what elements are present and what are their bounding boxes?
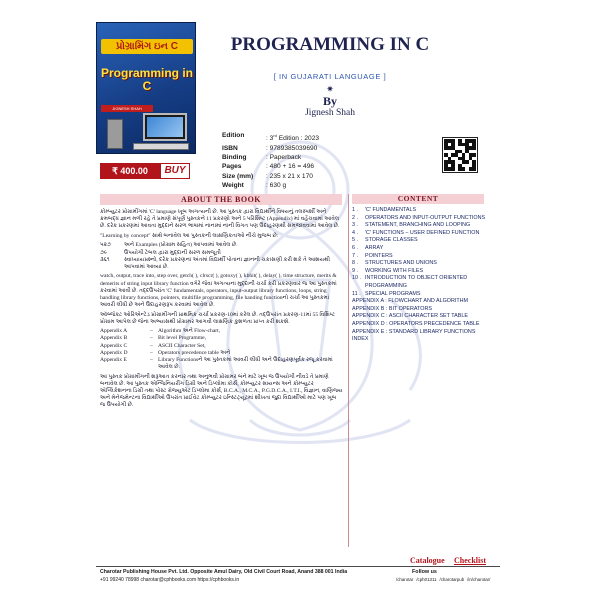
detail-row [222, 172, 422, 181]
about-paragraph: કોમ્પ્યુટર પ્રોગ્રામીંગમાં 'C' language ખૂબ અગત્યની છે. આ પુસ્તક દ્વારા વિદ્યાર્થીને વિષયનું તલસ્પર્શી અને ક્રમબદ્ધ જ્ઞાન મળી રહે તે પ્રમાણે સંપૂર્ણ પુસ્તકને 11 પ્રકરણો અને 5 પરિશિષ્ટ (Appendix) માં વહેંચવામાં આવેલ છે. દરેક પ્રકરણમાં આવતા મુદ્દાને સરળ ભાષામાં નાનામાં નાની વિગત પણ ઉદાહરણથી સમજાવવામાં આવેલ છે. [100, 209, 340, 230]
appendix-list [100, 328, 343, 371]
about-paragraph: "Learning by concept" સાથે બનાવેલ આ પુસ્તકની લાક્ષણિકતાઓ નીચે મુજબ છે: [100, 232, 279, 239]
content-number: 11 . [352, 290, 361, 297]
book-subtitle: [ IN GUJARATI LANGUAGE ] [273, 72, 387, 81]
content-title: STATEMENT, BRANCHING AND LOOPING [365, 222, 471, 229]
content-number: 10 . [352, 275, 361, 282]
detail-row [222, 153, 422, 162]
content-item [352, 253, 492, 261]
content-title: APPENDIX B : BIT OPERATORS [352, 305, 432, 312]
feature-count: ૭૯ [100, 249, 108, 256]
content-item [352, 275, 492, 290]
content-item [352, 230, 492, 238]
content-item [352, 313, 492, 321]
twitter-link[interactable]: /cph01311 [416, 577, 437, 582]
detail-label: Pages [222, 163, 242, 171]
feature-list [100, 242, 343, 271]
about-heading: ABOUT THE BOOK [100, 194, 342, 205]
feature-text: અને Examples (પ્રોગ્રામ સહિત) આપવામાં આવેલ છે. [124, 242, 238, 249]
about-paragraph: watch, output, trace into, step over, getch( ), clrscr( ), gotoxy( ), kbhit( ), delay( ), time structure, merits & demerits of string input library function વગેરે જેવા અગત્યના મુદ્દાની ચર્ચા કરી પ્રકરણવાર જ આ પુસ્તકમાં કરવામાં આવી છે. તદ્દઉપરાંત 'C' fundamentals, operators, input-output library functions, loops, string handling library functions, pointers, multifile programming, file handing functionનો ચર્ચા આ પુસ્તકમાં આવરી લીધી છે અને ઉદાહરણરૂપ કરવામાં આવેલ છે. [100, 273, 337, 309]
appendix-key: Appendix C [100, 342, 128, 349]
detail-value: : 9789385039690 [266, 144, 318, 152]
book-cover[interactable] [96, 22, 196, 154]
content-item [352, 321, 492, 329]
cover-english-title: Programming in C [101, 66, 194, 93]
publisher-address: Charotar Publishing House Pvt. Ltd. Opposite Amul Dairy, Old Civil Court Road, Anand 388 001 India [100, 569, 348, 575]
detail-label: Weight [222, 182, 244, 190]
content-title: SPECIAL PROGRAMS [365, 290, 421, 297]
content-number: 8 . [352, 260, 358, 267]
detail-value: : 480 + 16 = 496 [266, 163, 315, 171]
content-number: 7 . [352, 252, 358, 259]
content-item [352, 215, 492, 223]
footer-divider [96, 566, 500, 567]
detail-value: : 630 g [266, 182, 287, 190]
content-title: INDEX [352, 336, 369, 343]
qr-module [472, 167, 476, 171]
content-title: ARRAY [365, 244, 384, 251]
content-item [352, 329, 492, 337]
content-number: 3 . [352, 222, 358, 229]
cover-gujarati-title: પ્રોગ્રામિંગ ઇન C [101, 39, 193, 54]
appendix-text: Library Functionsને આ પુસ્તકમાં આવરી લીધી અને ઉદાહરણપૂર્વક રજૂ કરવામાં આવેલ છે. [158, 356, 333, 371]
appendix-key: Appendix A [100, 328, 128, 335]
content-title: APPENDIX D : OPERATORS PRECEDENCE TABLE [352, 320, 480, 327]
qr-code-icon[interactable] [442, 137, 478, 173]
content-title: WORKING WITH FILES [365, 267, 424, 274]
appendix-key: Appendix D [100, 349, 128, 356]
content-title: STRUCTURES AND UNIONS [365, 260, 437, 267]
appendix-text: Bit level Programme, [158, 335, 207, 342]
detail-label: Binding [222, 154, 247, 161]
appendix-key: Appendix B [100, 335, 128, 342]
detail-row [222, 181, 422, 190]
content-title: APPENDIX E : STANDARD LIBRARY FUNCTIONS [352, 328, 476, 335]
detail-row [222, 162, 422, 171]
checklist-link[interactable]: Checklist [454, 556, 486, 565]
linkedin-link[interactable]: /in/charotar/ [467, 577, 491, 582]
feature-item [100, 250, 343, 257]
feature-count: ૫૨૭ [100, 242, 111, 249]
cover-author: JIGNESH SHAH [101, 105, 153, 112]
appendix-item: Appendix A – Algorithm અને Flow-chart, [100, 328, 221, 335]
content-title: 'C' FUNDAMENTALS [365, 207, 417, 213]
content-item [352, 336, 492, 344]
content-title: INTRODUCTION TO OBJECT ORIENTED PROGRAMMING [365, 275, 468, 289]
appendix-text: Algorithm અને Flow-chart, [158, 328, 221, 335]
feature-text: ઉપયોગી ટેબલ દ્વારા મુદ્દાની સરળ સમજૂતી [124, 249, 221, 256]
content-item [352, 245, 492, 253]
about-paragraph: ઑબ્જેક્ટ ઓરિએન્ટેડ પ્રોગ્રામીંગની પ્રાથમિક ચર્ચા પ્રકરણ-10માં કરેલ છે. તદ્ઉપરાંત પ્રકરણ-11માં 55 વિશિષ્ટ પ્રોગ્રામ આપેલ છે જેના અભ્યાસથી પ્રોગ્રામર આગવી લાક્ષણિક કુશળતા પ્રાપ્ત કરી શકશે. [100, 311, 335, 325]
detail-value: : 235 x 21 x 170 [266, 172, 313, 180]
detail-label: Size (mm) [222, 172, 254, 180]
content-number: 6 . [352, 244, 358, 251]
facebook-link[interactable]: /charotar [396, 577, 414, 582]
catalogue-link[interactable]: Catalogue [410, 556, 445, 565]
keyboard-icon [133, 143, 189, 150]
content-number: 9 . [352, 267, 358, 274]
content-number: 5 . [352, 237, 358, 244]
content-title: 'C' FUNCTIONS – USER DEFINED FUNCTION [365, 229, 480, 236]
content-item [352, 268, 492, 276]
buy-button[interactable]: BUY [160, 163, 190, 179]
about-body [100, 209, 343, 549]
follow-us-label: Follow us [412, 569, 437, 575]
publisher-contact: +91 99240 78998 charotar@cphbooks.com https://cphbooks.in [100, 577, 240, 583]
book-details [222, 131, 422, 191]
content-title: POINTERS [365, 252, 393, 259]
detail-row [222, 131, 422, 144]
book-title: PROGRAMMING IN C [230, 34, 430, 55]
content-title: OPERATORS AND INPUT-OUTPUT FUNCTIONS [365, 214, 486, 221]
appendix-item: Appendix B – Bit level Programme, [100, 335, 207, 342]
feature-item [100, 242, 343, 249]
feature-item [100, 257, 343, 271]
monitor-icon [143, 113, 187, 141]
star-ornament-icon: ✷ [326, 84, 334, 94]
instagram-link[interactable]: /charotarpub [439, 577, 465, 582]
content-item [352, 237, 492, 245]
appendix-item: Appendix E – Library Functionsને આ પુસ્તકમાં આવરી લીધી અને ઉદાહરણપૂર્વક રજૂ કરવામાં આવેલ છે. [100, 357, 343, 371]
appendix-item: Appendix C – ASCII Character Set, [100, 342, 206, 349]
about-paragraph: આ પુસ્તક પ્રોગ્રામીંગની શરૂઆત કરનાર તથા અનુભવી પ્રોગ્રામર બંને માટે ખૂબ જ ઉપયોગી નીવડે તે પ્રમાણે બનાવેલ છે. આ પુસ્તક એન્જિનિયરીંગ ડિગ્રી અને ડિપ્લોમા કોર્સ, કોમ્પ્યુટર સાયન્સ અને કોમ્પ્યુટર એપ્લિકેશનના ડિગ્રી તથા પોસ્ટ ગ્રેજ્યુએટ ડિપ્લોમા કોર્સ, B.C.A., M.C.A., P.G.D.C.A., I.T.I., વિજ્ઞાન, વાણિજ્ય અને મેનેજમેન્ટના વિદ્યાર્થીઓ ઉપરાંત પ્રાઈવેટ કોમ્પ્યુટર ઇન્સ્ટિટ્યૂટમાં શીખતા જુદા વિદ્યાર્થીઓ માટે પણ ખૂબ જ ઉપયોગી છે. [100, 373, 343, 409]
detail-label: Edition [222, 132, 245, 139]
column-divider [348, 194, 349, 547]
feature-count: ૩૬૧ [100, 256, 110, 263]
detail-label: ISBN [222, 144, 238, 152]
content-item [352, 222, 492, 230]
detail-value: : Paperback [266, 154, 302, 161]
content-title: APPENDIX A : FLOWCHART AND ALGORITHM [352, 298, 469, 305]
feature-text: સ્વાધ્યાયપ્રશ્નો, દરેક પ્રકરણના અંતમાં વિદ્યાર્થી પોતાના જ્ઞાનની ચકાસણી કરી શકે તે આશયથી આપવામાં આવ્યા છે. [124, 256, 331, 270]
content-title: APPENDIX C : ASCII CHARACTER SET TABLE [352, 313, 468, 320]
content-item [352, 291, 492, 299]
by-label: By [322, 94, 337, 108]
contents-list [352, 207, 492, 344]
author-name: Jignesh Shah [305, 108, 355, 118]
content-number: 1 . [352, 207, 358, 213]
computer-tower-icon [107, 119, 123, 149]
appendix-item: Appendix D – Operators precedence table અને [100, 349, 231, 356]
appendix-text: ASCII Character Set, [158, 342, 206, 349]
content-item [352, 306, 492, 314]
content-number: 4 . [352, 229, 358, 236]
detail-value: : 3rd Edition : 2023 [266, 133, 320, 143]
appendix-key: Appendix E [100, 356, 127, 363]
price-tag: ₹ 400.00 [100, 163, 160, 179]
content-number: 2 . [352, 214, 358, 221]
content-item [352, 298, 492, 306]
appendix-text: Operators precedence table અને [158, 349, 231, 356]
content-heading: CONTENT [352, 194, 484, 204]
detail-row [222, 144, 422, 153]
content-item [352, 260, 492, 268]
social-links [396, 577, 506, 582]
content-item [352, 207, 492, 215]
content-title: STORAGE CLASSES [365, 237, 418, 244]
